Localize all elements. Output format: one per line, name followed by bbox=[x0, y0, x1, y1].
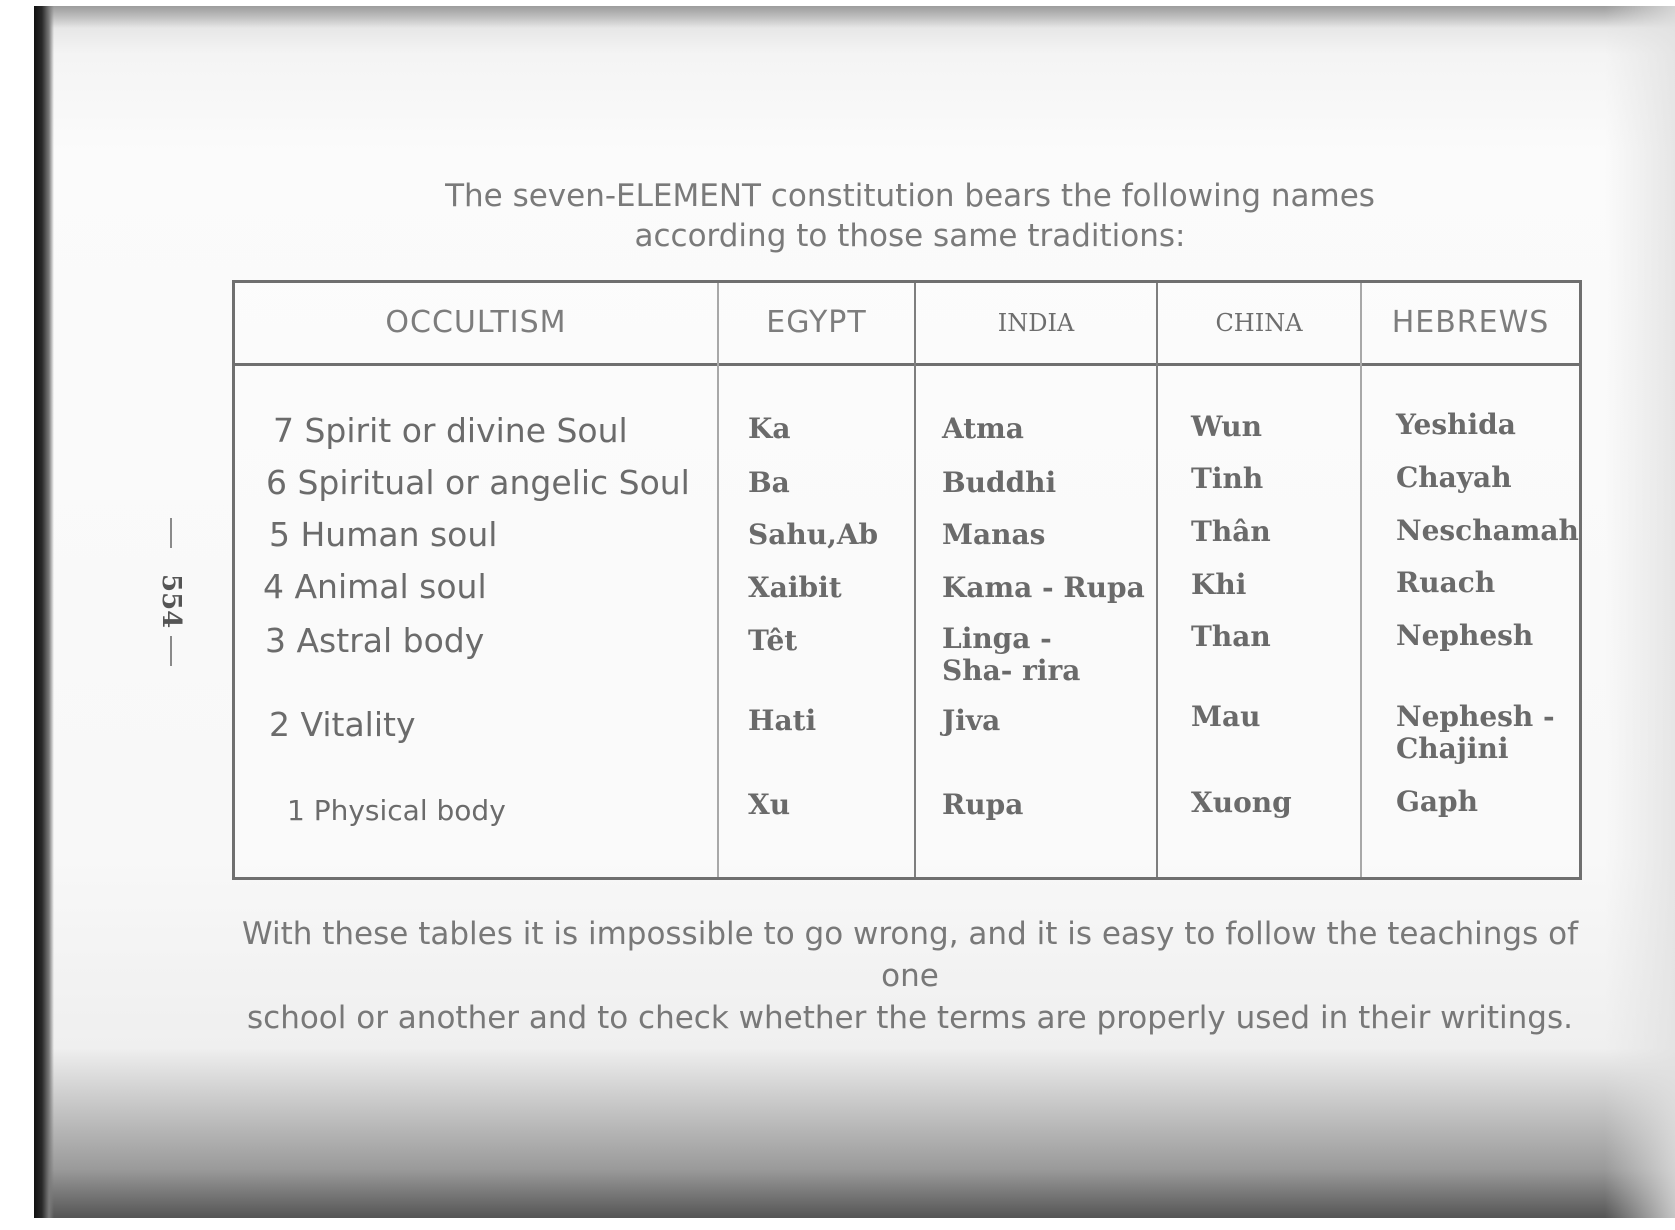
principle-5: 5 Human soul bbox=[269, 515, 498, 554]
closing-line-2: school or another and to check whether the terms are properly used in their writings. bbox=[247, 1000, 1573, 1036]
header-divider bbox=[235, 363, 1579, 366]
principle-2: 2 Vitality bbox=[269, 705, 416, 744]
egypt-1: Xu bbox=[748, 788, 791, 821]
egypt-7: Ka bbox=[748, 412, 791, 445]
india-5: Manas bbox=[942, 518, 1046, 551]
china-5: Thân bbox=[1191, 515, 1271, 548]
column-divider-2 bbox=[914, 283, 916, 877]
header-hebrews: HEBREWS bbox=[1391, 305, 1550, 340]
correspondence-table bbox=[232, 280, 1582, 880]
header-occultism: OCCULTISM bbox=[385, 305, 567, 340]
hebrews-6: Chayah bbox=[1396, 461, 1512, 494]
india-6: Buddhi bbox=[942, 466, 1057, 499]
header-egypt: EGYPT bbox=[766, 305, 867, 340]
intro-line-2: according to those same traditions: bbox=[634, 218, 1186, 254]
column-divider-3 bbox=[1156, 283, 1158, 877]
hebrews-5: Neschamah bbox=[1396, 514, 1579, 547]
hebrews-2: Nephesh - Chajini bbox=[1396, 700, 1555, 765]
page-number-rule-bottom bbox=[170, 636, 172, 666]
principle-1: 1 Physical body bbox=[287, 794, 506, 827]
scan-top-shadow bbox=[34, 6, 1675, 28]
hebrews-7: Yeshida bbox=[1396, 408, 1516, 441]
principle-3: 3 Astral body bbox=[265, 621, 485, 660]
column-divider-4 bbox=[1360, 283, 1362, 877]
india-3: Linga - Sha- rira bbox=[942, 622, 1081, 687]
china-4: Khi bbox=[1191, 568, 1247, 601]
scan-left-edge-shadow bbox=[34, 6, 54, 1218]
egypt-6: Ba bbox=[748, 466, 790, 499]
china-3: Than bbox=[1191, 620, 1271, 653]
china-1: Xuong bbox=[1191, 786, 1292, 819]
china-7: Wun bbox=[1191, 410, 1263, 443]
intro-heading bbox=[220, 176, 1600, 256]
hebrews-3: Nephesh bbox=[1396, 619, 1534, 652]
principle-6: 6 Spiritual or angelic Soul bbox=[266, 463, 690, 502]
header-china: CHINA bbox=[1215, 309, 1303, 337]
india-4: Kama - Rupa bbox=[942, 571, 1145, 604]
hebrews-4: Ruach bbox=[1396, 566, 1496, 599]
page-number-margin bbox=[154, 518, 188, 668]
egypt-2: Hati bbox=[748, 704, 817, 737]
scan-right-shadow bbox=[1605, 6, 1675, 1218]
china-2: Mau bbox=[1191, 700, 1261, 733]
principle-7: 7 Spirit or divine Soul bbox=[273, 411, 628, 450]
closing-paragraph bbox=[210, 913, 1610, 1039]
india-1: Rupa bbox=[942, 788, 1024, 821]
china-6: Tinh bbox=[1191, 462, 1264, 495]
closing-line-1: With these tables it is impossible to go wrong, and it is easy to follow the teachings of one bbox=[242, 916, 1578, 994]
india-2: Jiva bbox=[942, 704, 1001, 737]
egypt-5: Sahu,Ab bbox=[748, 518, 879, 551]
hebrews-1: Gaph bbox=[1396, 785, 1478, 818]
intro-line-1: The seven-ELEMENT constitution bears the following names bbox=[445, 178, 1375, 214]
page-number: 554 bbox=[156, 574, 186, 629]
column-divider-1 bbox=[717, 283, 719, 877]
principle-4: 4 Animal soul bbox=[263, 567, 487, 606]
egypt-4: Xaibit bbox=[748, 571, 842, 604]
header-india: INDIA bbox=[997, 309, 1075, 337]
page-number-rule-top bbox=[170, 518, 172, 548]
egypt-3: Têt bbox=[748, 624, 798, 657]
india-7: Atma bbox=[942, 412, 1024, 445]
